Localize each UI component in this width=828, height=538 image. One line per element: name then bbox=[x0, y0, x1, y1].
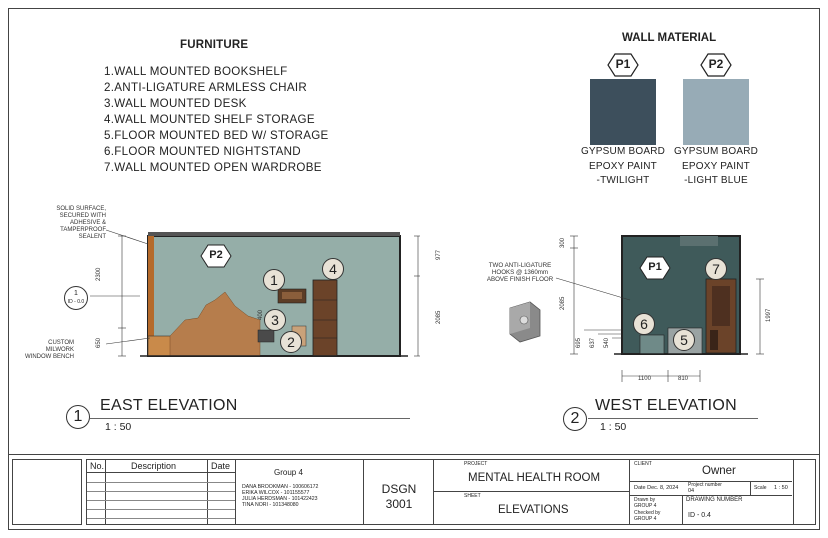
margin-cell bbox=[794, 459, 816, 525]
east-dim-2085: 2085 bbox=[436, 310, 442, 324]
revision-table bbox=[86, 459, 236, 525]
material-tag-p1: P1 bbox=[615, 57, 631, 71]
wall-material-title: WALL MATERIAL bbox=[622, 32, 717, 44]
group-members: DANA BROOKMAN - 100606172 ERIKA WILCOX - 101155577 JULIA HERDSMAN - 101422423 TINA NORI - 101348080 bbox=[242, 484, 319, 508]
west-wall-tag: P1 bbox=[648, 261, 662, 273]
project-number: 04 bbox=[688, 488, 695, 494]
client-label: CLIENT bbox=[634, 461, 652, 467]
furniture-item: 7.WALL MOUNTED OPEN WARDROBE bbox=[104, 161, 322, 174]
sheet-cell bbox=[434, 492, 630, 525]
east-dim-400: 400 bbox=[258, 309, 264, 320]
furniture-item: 4.WALL MOUNTED SHELF STORAGE bbox=[104, 113, 315, 126]
title-block bbox=[8, 454, 820, 531]
anti-ligature-hook-icon bbox=[506, 300, 546, 344]
west-dim-1100: 1100 bbox=[638, 376, 651, 382]
west-callout-5: 5 bbox=[673, 329, 695, 351]
east-dim-2300: 2300 bbox=[96, 267, 102, 281]
scale-value: 1 : 50 bbox=[774, 485, 788, 491]
drawing-number-label: DRAWING NUMBER bbox=[686, 497, 743, 503]
checked-by: Checked by GROUP 4 bbox=[634, 510, 661, 522]
project-cell bbox=[434, 459, 630, 492]
project-label: PROJECT bbox=[464, 461, 488, 467]
east-elevation-number: 1 bbox=[66, 405, 90, 429]
logo-box bbox=[12, 459, 82, 525]
client-name: Owner bbox=[702, 465, 736, 477]
west-dim-2085: 2085 bbox=[560, 296, 566, 310]
project-name: MENTAL HEALTH ROOM bbox=[468, 472, 601, 484]
course-code: DSGN 3001 bbox=[381, 482, 417, 511]
east-dim-650: 650 bbox=[96, 337, 102, 348]
east-callout-1: 1 bbox=[263, 269, 285, 291]
material-p2-description: GYPSUM BOARD EPOXY PAINT -LIGHT BLUE bbox=[673, 146, 759, 186]
client-cell bbox=[630, 459, 794, 525]
scale-label: Scale bbox=[754, 485, 767, 491]
date-value: Date Dec. 8, 2024 bbox=[634, 485, 679, 491]
east-wall-tag: P2 bbox=[209, 249, 223, 261]
west-elevation-number: 2 bbox=[563, 407, 587, 431]
furniture-item: 3.WALL MOUNTED DESK bbox=[104, 97, 247, 110]
course-cell bbox=[364, 459, 434, 525]
west-callout-6: 6 bbox=[633, 313, 655, 335]
group-cell bbox=[236, 459, 364, 525]
east-callout-4: 4 bbox=[322, 258, 344, 280]
east-note-solid-surface: SOLID SURFACE, SECURED WITH ADHESIVE & TAMPERPROOF SEALENT bbox=[56, 206, 106, 240]
project-number-label: Project number bbox=[688, 482, 722, 488]
sheet-name: ELEVATIONS bbox=[498, 504, 569, 516]
swatch-p2 bbox=[683, 79, 749, 145]
west-dim-695: 695 bbox=[576, 337, 582, 348]
west-elevation-scale: 1 : 50 bbox=[600, 421, 627, 433]
furniture-item: 2.ANTI-LIGATURE ARMLESS CHAIR bbox=[104, 81, 308, 94]
east-dim-977: 977 bbox=[436, 249, 442, 260]
furniture-item: 5.FLOOR MOUNTED BED W/ STORAGE bbox=[104, 129, 329, 142]
drawn-by: Drawn by GROUP 4 bbox=[634, 497, 657, 509]
west-elevation-title: WEST ELEVATION bbox=[595, 397, 738, 414]
east-callout-2: 2 bbox=[280, 331, 302, 353]
west-dim-300: 300 bbox=[560, 237, 566, 248]
furniture-list bbox=[104, 64, 329, 176]
west-title-rule bbox=[588, 418, 758, 419]
west-dim-1997: 1997 bbox=[766, 308, 772, 322]
rev-header-no: No. bbox=[90, 461, 105, 471]
east-callout-3: 3 bbox=[264, 309, 286, 331]
material-p1-description: GYPSUM BOARD EPOXY PAINT -TWILIGHT bbox=[580, 146, 666, 186]
east-note-window-bench: CUSTOM MILWORK WINDOW BENCH bbox=[25, 340, 74, 360]
furniture-title: FURNITURE bbox=[180, 39, 249, 51]
east-elevation-title: EAST ELEVATION bbox=[100, 397, 238, 414]
material-tag-p2: P2 bbox=[708, 57, 724, 71]
group-name: Group 4 bbox=[274, 468, 303, 477]
furniture-item: 6.FLOOR MOUNTED NIGHTSTAND bbox=[104, 145, 301, 158]
section-reference-marker: 1 ID - 0.0 bbox=[64, 286, 88, 310]
west-dim-810: 810 bbox=[678, 376, 689, 382]
furniture-item: 1.WALL MOUNTED BOOKSHELF bbox=[104, 65, 288, 78]
sheet-label: SHEET bbox=[464, 493, 481, 499]
east-title-rule bbox=[90, 418, 410, 419]
rev-header-date: Date bbox=[211, 461, 231, 471]
east-elevation-scale: 1 : 50 bbox=[105, 421, 132, 433]
west-callout-7: 7 bbox=[705, 258, 727, 280]
drawing-number: ID - 0.4 bbox=[688, 512, 711, 519]
west-dim-540: 540 bbox=[604, 337, 610, 348]
swatch-p1 bbox=[590, 79, 656, 145]
west-note-hooks: TWO ANTI-LIGATURE HOOKS @ 1360mm ABOVE FINISH FLOOR bbox=[486, 262, 554, 283]
west-dim-637: 637 bbox=[590, 337, 596, 348]
rev-header-description: Description bbox=[131, 461, 177, 471]
